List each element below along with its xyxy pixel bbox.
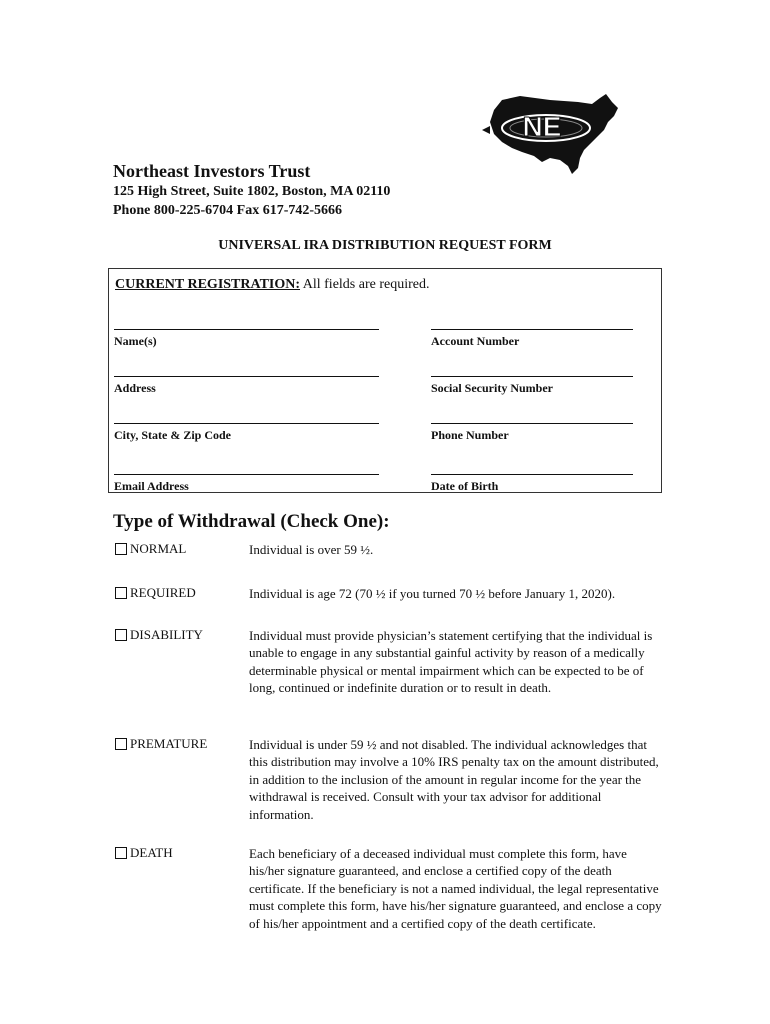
option-desc-normal: Individual is over 59 ½. <box>249 542 374 557</box>
checkbox-required[interactable] <box>115 587 127 599</box>
company-address: 125 High Street, Suite 1802, Boston, MA 02110 <box>113 184 391 199</box>
city-state-zip-field[interactable] <box>114 423 379 443</box>
option-type-required: REQUIRED <box>130 585 196 600</box>
dob-field[interactable] <box>431 474 633 494</box>
company-phone: Phone 800-225-6704 Fax 617-742-5666 <box>113 203 343 218</box>
names-input-line[interactable] <box>114 329 379 330</box>
option-type-normal: NORMAL <box>130 541 187 556</box>
option-desc-death: Each beneficiary of a deceased individual must complete this form, have his/her signature guaranteed, and enclose a certified copy of the death certificate. If the beneficiary is not a named individual, the legal representative must complete this form, have his/her signature guaranteed, and enclose a copy of his/her appointment and a certified copy of the death certificate. <box>249 846 662 931</box>
option-desc-required: Individual is age 72 (70 ½ if you turned 70 ½ before January 1, 2020). <box>249 586 616 601</box>
option-type-premature: PREMATURE <box>130 736 208 751</box>
account-number-field[interactable] <box>431 329 633 349</box>
email-input-line[interactable] <box>114 474 379 475</box>
logo-text: NE <box>522 111 562 142</box>
phone-number-input-line[interactable] <box>431 423 633 424</box>
withdrawal-type-title: Type of Withdrawal (Check One): <box>113 511 390 532</box>
checkbox-normal[interactable] <box>115 543 127 555</box>
company-logo <box>480 92 626 178</box>
city-state-zip-label: City, State & Zip Code <box>114 428 231 442</box>
address-field[interactable] <box>114 376 379 396</box>
registration-note: All fields are required. <box>302 277 430 292</box>
account-number-input-line[interactable] <box>431 329 633 330</box>
company-name: Northeast Investors Trust <box>113 161 311 181</box>
email-label: Email Address <box>114 479 189 493</box>
option-type-disability: DISABILITY <box>130 627 203 642</box>
checkbox-disability[interactable] <box>115 629 127 641</box>
city-state-zip-input-line[interactable] <box>114 423 379 424</box>
ssn-field[interactable] <box>431 376 633 396</box>
dob-label: Date of Birth <box>431 479 499 493</box>
current-registration-section <box>108 268 662 493</box>
email-field[interactable] <box>114 474 379 494</box>
checkbox-premature[interactable] <box>115 738 127 750</box>
ssn-input-line[interactable] <box>431 376 633 377</box>
form-title: UNIVERSAL IRA DISTRIBUTION REQUEST FORM <box>218 238 552 253</box>
phone-number-label: Phone Number <box>431 428 509 442</box>
company-block <box>113 160 390 220</box>
option-type-death: DEATH <box>130 845 173 860</box>
phone-number-field[interactable] <box>431 423 633 443</box>
registration-heading-label: CURRENT REGISTRATION: <box>115 277 301 292</box>
option-desc-premature: Individual is under 59 ½ and not disabled. The individual acknowledges that this distribution may involve a 10% IRS penalty tax on the amount distributed, in addition to the inclusion of the amount in regular income for the year the withdrawal is received. Consult with your tax advisor for additional information. <box>249 737 659 822</box>
address-input-line[interactable] <box>114 376 379 377</box>
names-label: Name(s) <box>114 334 157 348</box>
account-number-label: Account Number <box>431 334 520 348</box>
names-field[interactable] <box>114 329 379 349</box>
option-desc-disability: Individual must provide physician’s statement certifying that the individual is unable to engage in any substantial gainful activity by reason of a medically determinable physical or mental impairment which can be expected to be of long, continued or indefinite duration or to result in death. <box>249 628 653 696</box>
dob-input-line[interactable] <box>431 474 633 475</box>
registration-heading <box>115 277 429 293</box>
ssn-label: Social Security Number <box>431 381 553 395</box>
address-label: Address <box>114 381 156 395</box>
checkbox-death[interactable] <box>115 847 127 859</box>
